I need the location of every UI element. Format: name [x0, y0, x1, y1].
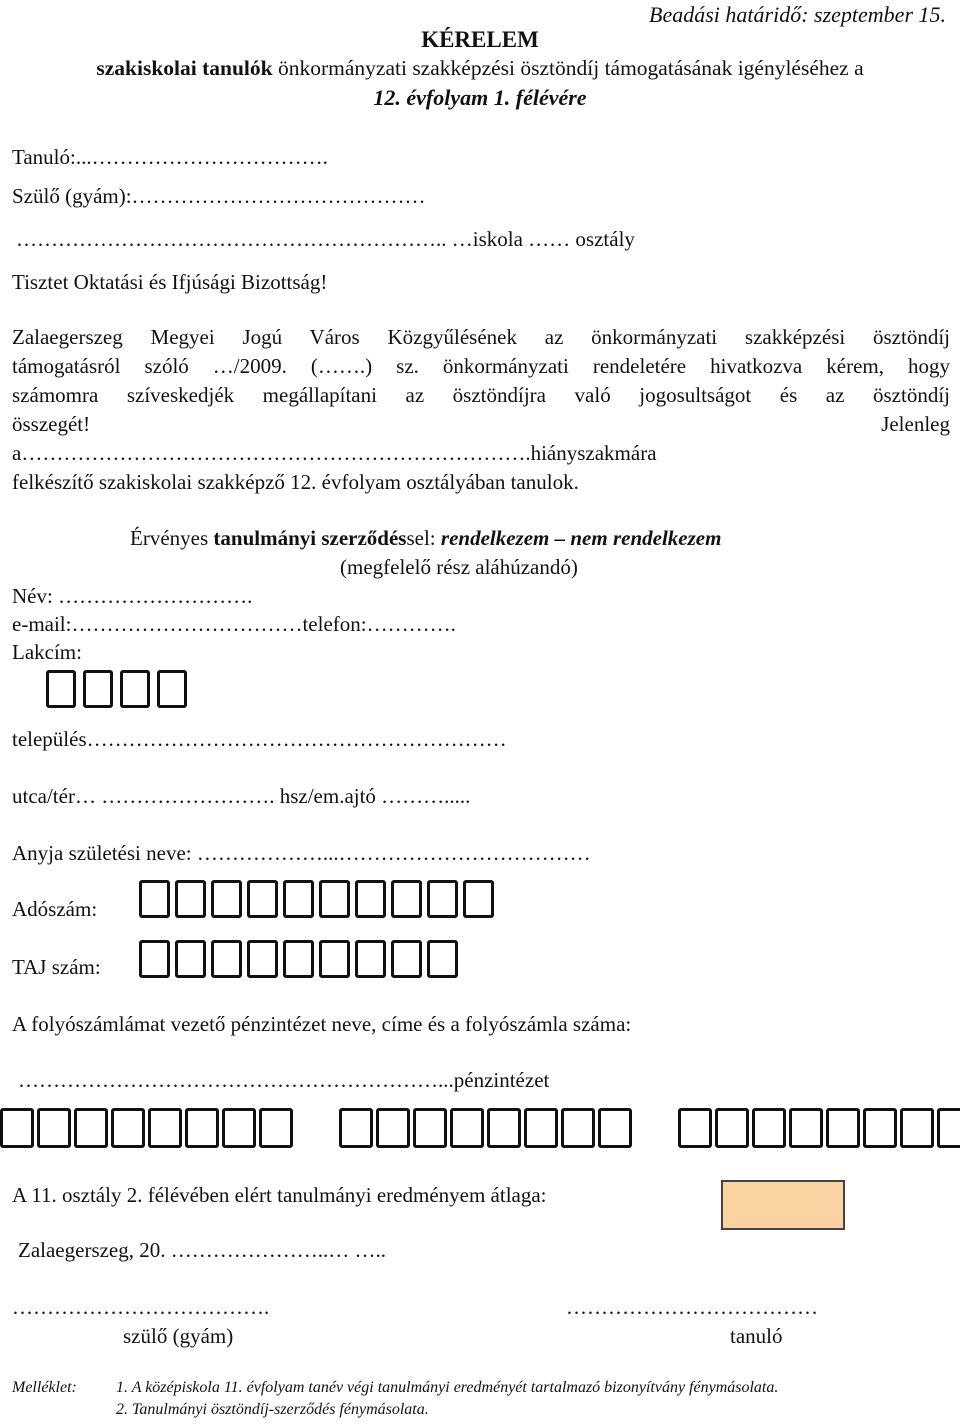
profession-field[interactable]: a……………………………………………………………….hiányszakmára	[12, 441, 657, 465]
bank-digit-box[interactable]	[111, 1108, 145, 1148]
bank-label: A folyószámlámat vezető pénzintézet neve, címe és a folyószámla száma:	[12, 1012, 632, 1036]
bank-digit-box[interactable]	[937, 1108, 960, 1148]
class-dots: ……	[522, 227, 571, 251]
letter-line-4-left: összegét!	[12, 412, 91, 436]
attachments-label: Melléklet:	[12, 1379, 77, 1396]
address-label: Lakcím:	[12, 640, 82, 664]
bank-digit-box[interactable]	[487, 1108, 521, 1148]
postcode-boxes[interactable]	[46, 670, 187, 708]
town-field[interactable]: település……………………………………………………	[12, 727, 507, 751]
name-field[interactable]: Név: ……………………….	[12, 584, 253, 608]
tax-digit-box[interactable]	[175, 880, 206, 918]
letter-line-4-right: Jelenleg	[881, 412, 950, 436]
average-label: A 11. osztály 2. félévében elért tanulmányi eredményem átlaga:	[12, 1183, 547, 1207]
bank-digit-box[interactable]	[450, 1108, 484, 1148]
postcode-digit-box[interactable]	[120, 670, 150, 708]
tax-digit-box[interactable]	[391, 880, 422, 918]
taj-digit-box[interactable]	[247, 940, 278, 978]
bank-name-field[interactable]: ……………………………………………………...pénzintézet	[18, 1068, 550, 1092]
contract-prefix: Érvényes	[130, 526, 214, 550]
contract-bold: tanulmányi szerződés	[213, 526, 407, 550]
parent-field[interactable]: Szülő (gyám):……………………………………	[12, 184, 426, 208]
bank-digit-box[interactable]	[715, 1108, 749, 1148]
tax-digit-box[interactable]	[427, 880, 458, 918]
bank-digit-box[interactable]	[900, 1108, 934, 1148]
taj-digit-box[interactable]	[139, 940, 170, 978]
form-title: KÉRELEM	[421, 27, 539, 52]
letter-line-2: támogatásról szóló …/2009. (…….) sz. önkormányzati rendeletére hivatkozva kérem, hogy	[12, 354, 950, 378]
taj-label: TAJ szám:	[12, 955, 101, 979]
tax-digit-box[interactable]	[463, 880, 494, 918]
school-dots: …………………………………………………….. …	[16, 227, 473, 251]
tax-label: Adószám:	[12, 897, 98, 921]
tax-digit-box[interactable]	[283, 880, 314, 918]
bank-digit-box[interactable]	[259, 1108, 293, 1148]
bank-digit-box[interactable]	[0, 1108, 34, 1148]
letter-line-6: felkészítő szakiskolai szakképző 12. évfolyam osztályában tanulok.	[12, 470, 579, 494]
form-subtitle	[0, 56, 960, 81]
taj-digit-box[interactable]	[319, 940, 350, 978]
taj-digit-box[interactable]	[355, 940, 386, 978]
salutation: Tisztet Oktatási és Ifjúsági Bizottság!	[12, 270, 328, 294]
bank-account-group	[339, 1108, 632, 1148]
bank-digit-box[interactable]	[148, 1108, 182, 1148]
mother-name-field[interactable]: Anyja születési neve: ………………...………………………………	[12, 841, 591, 865]
bank-digit-box[interactable]	[339, 1108, 373, 1148]
tax-number-boxes[interactable]	[139, 880, 494, 918]
bank-digit-box[interactable]	[185, 1108, 219, 1148]
bank-digit-box[interactable]	[222, 1108, 256, 1148]
school-field[interactable]	[16, 227, 635, 252]
place-date-field[interactable]: Zalaegerszeg, 20. …………………..… …..	[18, 1238, 387, 1262]
student-field[interactable]: Tanuló:...…………………………….	[12, 145, 328, 169]
bank-digit-box[interactable]	[752, 1108, 786, 1148]
attachment-item-1: 1. A középiskola 11. évfolyam tanév végi tanulmányi eredményét tartalmazó bizonyítvány fénymásolata.	[116, 1379, 779, 1396]
bank-digit-box[interactable]	[376, 1108, 410, 1148]
parent-signature-line[interactable]: ……………………………….	[12, 1295, 270, 1319]
bank-digit-box[interactable]	[37, 1108, 71, 1148]
subtitle-bold: szakiskolai tanulók	[96, 56, 273, 80]
tax-digit-box[interactable]	[211, 880, 242, 918]
bank-digit-box[interactable]	[789, 1108, 823, 1148]
contract-mid: sel:	[406, 526, 441, 550]
bank-digit-box[interactable]	[598, 1108, 632, 1148]
taj-digit-box[interactable]	[211, 940, 242, 978]
postcode-digit-box[interactable]	[157, 670, 187, 708]
postcode-digit-box[interactable]	[83, 670, 113, 708]
student-signature-label: tanuló	[730, 1324, 783, 1348]
bank-digit-box[interactable]	[678, 1108, 712, 1148]
bank-account-group	[0, 1108, 293, 1148]
student-signature-line[interactable]: ………………………………	[566, 1295, 818, 1319]
bank-digit-box[interactable]	[524, 1108, 558, 1148]
bank-digit-box[interactable]	[863, 1108, 897, 1148]
taj-digit-box[interactable]	[391, 940, 422, 978]
parent-signature-label: szülő (gyám)	[123, 1324, 234, 1348]
taj-number-boxes[interactable]	[139, 940, 458, 978]
letter-line-3: számomra szíveskedjék megállapítani az ösztöndíjra való jogosultságot és az ösztöndíj	[12, 383, 950, 407]
bank-account-boxes[interactable]	[0, 1108, 960, 1148]
taj-digit-box[interactable]	[283, 940, 314, 978]
taj-digit-box[interactable]	[175, 940, 206, 978]
bank-digit-box[interactable]	[826, 1108, 860, 1148]
letter-line-1: Zalaegerszeg Megyei Jogú Város Közgyűlésének az önkormányzati szakképzési ösztöndíj	[12, 325, 950, 349]
average-input-box[interactable]	[721, 1180, 845, 1230]
bank-account-group	[678, 1108, 960, 1148]
contract-options[interactable]: rendelkezem – nem rendelkezem	[440, 526, 722, 550]
school-label: iskola	[472, 227, 523, 251]
street-field[interactable]: utca/tér… ……………………. hsz/em.ajtó ……….....	[12, 784, 471, 808]
tax-digit-box[interactable]	[355, 880, 386, 918]
bank-digit-box[interactable]	[74, 1108, 108, 1148]
taj-digit-box[interactable]	[427, 940, 458, 978]
subtitle-line2: 12. évfolyam 1. félévére	[373, 85, 587, 110]
bank-digit-box[interactable]	[561, 1108, 595, 1148]
email-phone-field[interactable]: e-mail:……………………………telefon:………….	[12, 612, 456, 636]
attachment-item-2: 2. Tanulmányi ösztöndíj-szerződés fénymásolata.	[116, 1401, 429, 1418]
subtitle-rest: önkormányzati szakképzési ösztöndíj támogatásának igényléséhez a	[272, 56, 864, 80]
tax-digit-box[interactable]	[247, 880, 278, 918]
tax-digit-box[interactable]	[319, 880, 350, 918]
bank-digit-box[interactable]	[413, 1108, 447, 1148]
deadline-text: Beadási határidő: szeptember 15.	[649, 2, 946, 27]
class-label: osztály	[570, 227, 635, 251]
contract-note: (megfelelő rész aláhúzandó)	[340, 555, 578, 579]
postcode-digit-box[interactable]	[46, 670, 76, 708]
tax-digit-box[interactable]	[139, 880, 170, 918]
contract-line	[130, 526, 721, 551]
